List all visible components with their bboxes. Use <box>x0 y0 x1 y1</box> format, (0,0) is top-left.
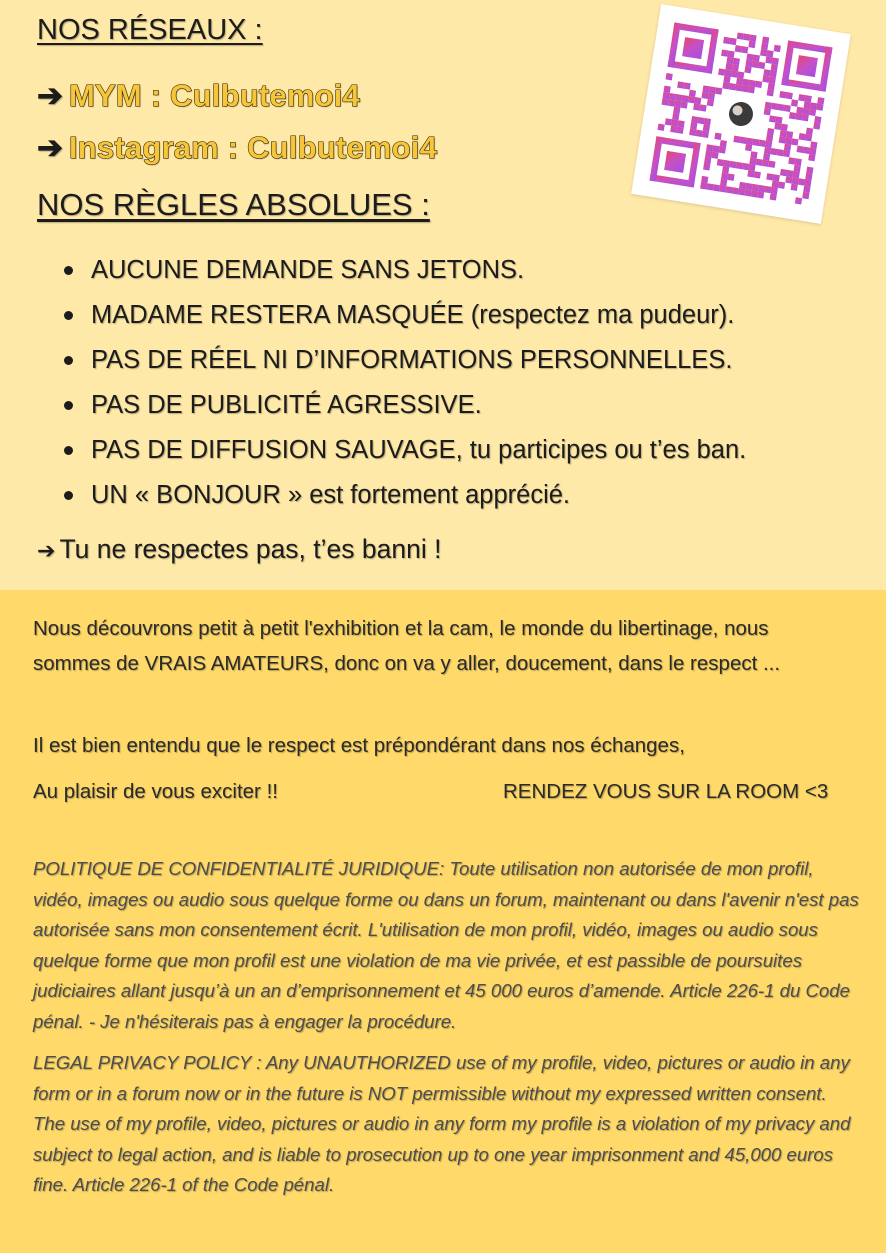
qr-module <box>736 78 743 85</box>
qr-module <box>762 75 769 82</box>
qr-module <box>676 127 683 134</box>
qr-module <box>788 157 795 164</box>
qr-module <box>764 108 771 115</box>
qr-module <box>760 49 767 56</box>
qr-module <box>705 151 712 158</box>
qr-module <box>791 184 798 191</box>
qr-module <box>726 57 733 64</box>
qr-module <box>805 173 812 180</box>
qr-module <box>761 43 768 50</box>
qr-module <box>774 45 781 52</box>
qr-module <box>749 34 756 41</box>
qr-module <box>745 144 752 151</box>
qr-module <box>742 79 749 86</box>
qr-module <box>748 41 755 48</box>
qr-module <box>753 54 760 61</box>
qr-module <box>724 69 731 76</box>
qr-module <box>672 113 679 120</box>
qr-module <box>803 186 810 193</box>
qr-module <box>749 80 756 87</box>
qr-module <box>743 33 750 40</box>
qr-module <box>722 166 729 173</box>
qr-module <box>796 55 818 77</box>
qr-module <box>721 49 728 56</box>
qr-module <box>661 98 668 105</box>
qr-module <box>758 62 765 69</box>
qr-module <box>808 154 815 161</box>
arrow-icon: ➔ <box>37 78 63 113</box>
qr-module <box>704 118 711 125</box>
qr-module <box>700 182 707 189</box>
qr-module <box>723 37 730 44</box>
qr-module <box>748 164 755 171</box>
qr-module <box>665 118 672 125</box>
qr-module <box>673 107 680 114</box>
qr-module <box>767 128 774 135</box>
qr-module <box>688 96 695 103</box>
qr-module <box>780 169 787 176</box>
qr-module <box>750 151 757 158</box>
list-item: MADAME RESTERA MASQUÉE (respectez ma pudeur). <box>60 296 746 341</box>
qr-module <box>795 197 802 204</box>
qr-module <box>778 182 785 189</box>
qr-module <box>754 171 761 178</box>
qr-module <box>810 102 817 109</box>
qr-module <box>717 159 724 166</box>
qr-module <box>690 122 697 129</box>
qr-module <box>735 84 742 91</box>
qr-module <box>777 149 784 156</box>
qr-module <box>745 183 752 190</box>
qr-module <box>779 91 786 98</box>
qr-module <box>704 157 711 164</box>
qr-module <box>735 45 742 52</box>
qr-module <box>725 186 732 193</box>
qr-module <box>766 50 773 57</box>
qr-module <box>784 144 791 151</box>
qr-module <box>738 188 745 195</box>
qr-module <box>780 130 787 137</box>
qr-module <box>712 145 719 152</box>
ban-warning <box>37 534 441 565</box>
qr-module <box>772 57 779 64</box>
qr-module <box>677 120 684 127</box>
qr-module <box>714 133 721 140</box>
qr-module <box>718 68 725 75</box>
qr-module <box>793 171 800 178</box>
qr-module <box>763 69 770 76</box>
legal-policy-en: LEGAL PRIVACY POLICY : Any UNAUTHORIZED use of my profile, video, pictures or audio in any form or in a forum now or in the future is NOT permissible without my expressed written consent. The use of my profile, video, pictures or audio in any form my profile is a violation of my privacy and subject to legal action, and is liable to prosecution up to one year imprisonment and 45,000 euros fine. Article 226-1 of the Code pénal. <box>33 1052 851 1196</box>
qr-module <box>736 162 743 169</box>
qr-module <box>816 103 823 110</box>
qr-module <box>748 86 755 93</box>
qr-module <box>671 119 678 126</box>
qr-module <box>757 191 764 198</box>
qr-module <box>766 134 773 141</box>
qr-code-icon[interactable] <box>631 4 851 224</box>
qr-module <box>785 137 792 144</box>
qr-module <box>763 153 770 160</box>
qr-module <box>682 37 704 59</box>
qr-module <box>792 177 799 184</box>
qr-module <box>662 92 669 99</box>
qr-module <box>756 159 763 166</box>
qr-module <box>771 103 778 110</box>
qr-module <box>733 136 740 143</box>
qr-module <box>752 61 759 68</box>
qr-module <box>723 160 730 167</box>
qr-module <box>766 173 773 180</box>
qr-module <box>810 141 817 148</box>
qr-module <box>695 130 702 137</box>
qr-module <box>732 64 739 71</box>
qr-module <box>773 174 780 181</box>
qr-module <box>774 123 781 130</box>
qr-module <box>786 92 793 99</box>
qr-module <box>804 101 811 108</box>
qr-module <box>817 97 824 104</box>
qr-module <box>759 140 766 147</box>
qr-module <box>733 58 740 65</box>
qr-module <box>722 82 729 89</box>
qr-module <box>674 100 681 107</box>
qr-module <box>803 147 810 154</box>
qr-module <box>701 92 708 99</box>
qr-module <box>699 104 706 111</box>
qr-module <box>729 83 736 90</box>
qr-module <box>694 97 701 104</box>
qr-module <box>707 99 714 106</box>
qr-module <box>772 181 779 188</box>
qr-module <box>795 158 802 165</box>
qr-module <box>687 142 700 187</box>
qr-module <box>683 82 690 89</box>
qr-module <box>703 124 710 131</box>
qr-module <box>697 117 704 124</box>
qr-module <box>749 158 756 165</box>
qr-module <box>769 115 776 122</box>
social-mym[interactable] <box>37 78 360 114</box>
qr-module <box>784 105 791 112</box>
qr-module <box>799 133 806 140</box>
qr-module <box>741 46 748 53</box>
qr-module <box>768 83 775 90</box>
qr-module <box>667 22 680 67</box>
list-item: AUCUNE DEMANDE SANS JETONS. <box>60 251 746 296</box>
qr-module <box>791 138 798 145</box>
qr-module <box>771 64 778 71</box>
qr-module <box>720 140 727 147</box>
qr-module <box>715 87 722 94</box>
rules-heading: NOS RÈGLES ABSOLUES : <box>37 187 430 222</box>
qr-module <box>706 183 713 190</box>
qr-module <box>765 56 772 63</box>
qr-module <box>665 73 672 80</box>
qr-module <box>691 116 698 123</box>
qr-module <box>795 113 802 120</box>
qr-module <box>770 193 777 200</box>
respect-line: Il est bien entendu que le respect est prépondérant dans nos échanges, <box>33 734 685 757</box>
qr-module <box>711 152 718 159</box>
qr-module <box>701 176 708 183</box>
qr-module <box>796 107 803 114</box>
qr-module <box>805 95 812 102</box>
qr-module <box>789 112 796 119</box>
qr-module <box>786 131 793 138</box>
qr-module <box>781 40 794 85</box>
qr-module <box>681 95 688 102</box>
qr-module <box>664 151 686 173</box>
closing-left: Au plaisir de vous exciter !! <box>33 780 278 803</box>
qr-module <box>731 70 738 77</box>
list-item: PAS DE DIFFUSION SAUVAGE, tu participes ou t’es ban. <box>60 431 746 476</box>
qr-module <box>797 146 804 153</box>
qr-module <box>703 163 710 170</box>
qr-module <box>744 66 751 73</box>
social-mym-label: MYM : Culbutemoi4 <box>68 78 360 113</box>
qr-module <box>762 160 769 167</box>
qr-module <box>675 94 682 101</box>
qr-module <box>798 94 805 101</box>
qr-module <box>785 176 792 183</box>
qr-module <box>677 81 684 88</box>
qr-module <box>746 53 753 60</box>
qr-module <box>802 192 809 199</box>
qr-module <box>755 81 762 88</box>
qr-module <box>806 167 813 174</box>
networks-heading: NOS RÉSEAUX : <box>37 14 263 46</box>
qr-module <box>752 139 759 146</box>
qr-module <box>813 122 820 129</box>
qr-module <box>729 161 736 168</box>
qr-module <box>705 28 718 73</box>
ban-warning-text: Tu ne respectes pas, t’es banni ! <box>59 534 442 564</box>
qr-module <box>729 38 736 45</box>
qr-module <box>727 174 734 181</box>
qr-module <box>740 137 747 144</box>
qr-module <box>657 124 664 131</box>
qr-module <box>765 102 772 109</box>
qr-module <box>802 114 809 121</box>
qr-code-graphic <box>631 4 851 224</box>
qr-module <box>744 189 751 196</box>
list-item: PAS DE PUBLICITÉ AGRESSIVE. <box>60 386 746 431</box>
qr-module <box>708 93 715 100</box>
qr-module <box>689 90 696 97</box>
qr-module <box>804 179 811 186</box>
qr-module <box>706 144 713 151</box>
list-item: UN « BONJOUR » est fortement apprécié. <box>60 476 746 521</box>
qr-module <box>727 50 734 57</box>
qr-module <box>752 184 759 191</box>
qr-module <box>765 141 772 148</box>
qr-module <box>739 182 746 189</box>
qr-module <box>702 85 709 92</box>
qr-module <box>713 184 720 191</box>
qr-module <box>719 146 726 153</box>
qr-module <box>786 170 793 177</box>
qr-module <box>803 108 810 115</box>
social-instagram-label: Instagram : Culbutemoi4 <box>68 130 438 165</box>
qr-module <box>819 46 832 91</box>
arrow-icon: ➔ <box>37 130 63 165</box>
qr-module <box>720 179 727 186</box>
qr-module <box>779 136 786 143</box>
qr-module <box>806 128 813 135</box>
qr-module <box>751 190 758 197</box>
qr-module <box>764 186 771 193</box>
qr-module <box>670 126 677 133</box>
qr-module <box>725 63 732 70</box>
qr-module <box>737 71 744 78</box>
qr-module <box>742 163 749 170</box>
qr-module <box>649 136 662 181</box>
qr-module <box>732 187 739 194</box>
arrow-icon: ➔ <box>37 538 56 563</box>
qr-module <box>771 187 778 194</box>
legal-policy-fr: POLITIQUE DE CONFIDENTIALITÉ JURIDIQUE: Toute utilisation non autorisée de mon profil, vidéo, images ou audio sous quelque forme ou dans un forum, maintenant ou dans l'avenir n'est pas autorisée sans mon consentement écrit. L'utilisation de mon profil, vidéo, images ou audio sous quelque forme que mon profil est une violation de ma vie privée, et est passible de poursuites judiciaires allant jusqu’à un an d’emprisonnement et 45 000 euros d’amende. Article 226-1 du Code pénal. - Je n'hésiterais pas à engager la procédure. <box>33 858 859 1032</box>
qr-module <box>805 134 812 141</box>
qr-module <box>775 116 782 123</box>
rules-list <box>60 251 746 521</box>
qr-module <box>680 101 687 108</box>
qr-module <box>781 124 788 131</box>
qr-module <box>719 185 726 192</box>
closing-right: RENDEZ VOUS SUR LA ROOM <3 <box>503 780 829 803</box>
qr-module <box>770 148 777 155</box>
qr-module <box>814 116 821 123</box>
qr-module <box>721 173 728 180</box>
qr-module <box>693 103 700 110</box>
qr-module <box>745 60 752 67</box>
qr-module <box>764 147 771 154</box>
qr-module <box>783 150 790 157</box>
qr-module <box>747 170 754 177</box>
qr-module <box>769 76 776 83</box>
qr-module <box>794 165 801 172</box>
qr-module <box>702 131 709 138</box>
qr-module <box>768 161 775 168</box>
qr-module <box>689 129 696 136</box>
qr-module <box>767 89 774 96</box>
qr-module <box>809 148 816 155</box>
qr-module <box>668 99 675 106</box>
qr-module <box>798 178 805 185</box>
qr-module <box>709 86 716 93</box>
intro-paragraph: Nous découvrons petit à petit l'exhibition et la cam, le monde du libertinage, nous sommes de VRAIS AMATEURS, donc on va y aller, doucement, dans le respect ... <box>33 617 781 675</box>
qr-module <box>741 85 748 92</box>
list-item: PAS DE RÉEL NI D’INFORMATIONS PERSONNELLES. <box>60 341 746 386</box>
qr-module <box>669 93 676 100</box>
qr-module <box>737 32 744 39</box>
social-instagram[interactable] <box>37 130 437 166</box>
qr-module <box>723 76 730 83</box>
qr-module <box>746 138 753 145</box>
qr-module <box>770 70 777 77</box>
qr-module <box>809 109 816 116</box>
qr-module <box>663 86 670 93</box>
qr-module <box>762 36 769 43</box>
qr-module <box>777 104 784 111</box>
qr-module <box>791 99 798 106</box>
qr-module <box>758 185 765 192</box>
